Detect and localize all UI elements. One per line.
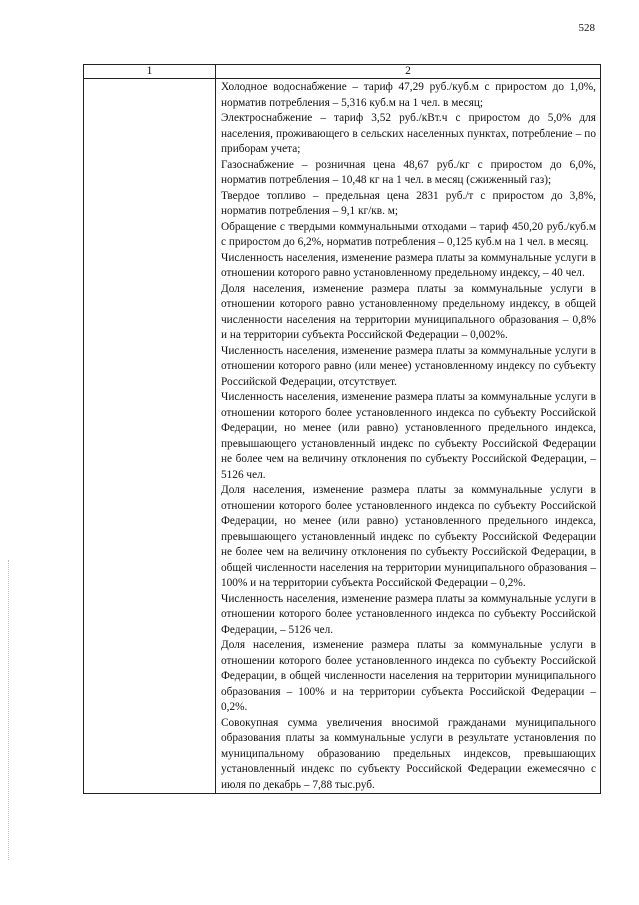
paragraph: Доля населения, изменение размера платы за коммунальные услуги в отношении которого более установленного индекса по субъекту Российской Федерации, но менее (или равно) установленного предельного индекса, превышающего установленный индекс по субъекту Российской Федерации не более чем на величину отклонения по субъекту Российской Федерации, в общей численности населения на территории муниципального образования – 100% и на территории субъекта Российской Федерации – 0,2%. xyxy=(221,484,596,589)
page-number: 528 xyxy=(578,22,595,34)
document-table xyxy=(83,64,601,794)
paragraph: Электроснабжение – тариф 3,52 руб./кВт.ч с приростом до 5,0% для населения, проживающего в сельских населенных пунктах, потребление – по приборам учета; xyxy=(221,112,596,155)
paragraph: Доля населения, изменение размера платы за коммунальные услуги в отношении которого равно установленному предельному индексу, в общей численности населения на территории муниципального образования – 0,8% и на территории субъекта Российской Федерации – 0,002%. xyxy=(221,282,596,341)
paragraph: Совокупная сумма увеличения вносимой гражданами муниципального образования платы за коммунальные услуги в результате установления по муниципальному образованию предельных индексов, превышающих установленный индекс по субъекту Российской Федерации ежемесячно с июля по декабрь – 7,88 тыс.руб. xyxy=(221,716,596,791)
paragraph: Численность населения, изменение размера платы за коммунальные услуги в отношении которого более установленного индекса по субъекту Российской Федерации, но менее (или равно) установленного предельного индекса, превышающего установленный индекс по субъекту Российской Федерации не более чем на величину отклонения по субъекту Российской Федерации, – 5126 чел. xyxy=(221,391,596,481)
paragraph: Газоснабжение – розничная цена 48,67 руб./кг с приростом до 6,0%, норматив потребления – 10,48 кг на 1 чел. в месяц (сжиженный газ); xyxy=(221,158,596,186)
paragraph: Обращение с твердыми коммунальными отходами – тариф 450,20 руб./куб.м с приростом до 6,2%, норматив потребления – 0,125 куб.м на 1 чел. в месяц. xyxy=(221,220,596,248)
column-header-2: 2 xyxy=(216,65,601,79)
paragraph: Твердое топливо – предельная цена 2831 руб./т с приростом до 3,8%, норматив потребления – 9,1 кг/кв. м; xyxy=(221,189,596,217)
paragraph: Численность населения, изменение размера платы за коммунальные услуги в отношении которого равно (или менее) установленному индексу по субъекту Российской Федерации, отсутствует. xyxy=(221,344,596,388)
paragraph: Доля населения, изменение размера платы за коммунальные услуги в отношении которого более установленного индекса по субъекту Российской Федерации, в общей численности населения на территории муниципального образования – 100% и на территории субъекта Российской Федерации – 0,2%. xyxy=(221,639,596,713)
paragraph: Численность населения, изменение размера платы за коммунальные услуги в отношении которого более установленного индекса по субъекту Российской Федерации, – 5126 чел. xyxy=(221,592,596,636)
table-header-row xyxy=(84,65,601,79)
content-cell xyxy=(216,79,601,794)
scan-edge-mark xyxy=(8,560,10,860)
table-row xyxy=(84,79,601,794)
column-header-1: 1 xyxy=(84,65,216,79)
paragraph: Численность населения, изменение размера платы за коммунальные услуги в отношении которого равно установленному предельному индексу, – 40 чел. xyxy=(221,251,596,279)
empty-cell xyxy=(84,79,216,794)
paragraph: Холодное водоснабжение – тариф 47,29 руб./куб.м с приростом до 1,0%, норматив потребления – 5,316 куб.м на 1 чел. в месяц; xyxy=(221,81,596,109)
